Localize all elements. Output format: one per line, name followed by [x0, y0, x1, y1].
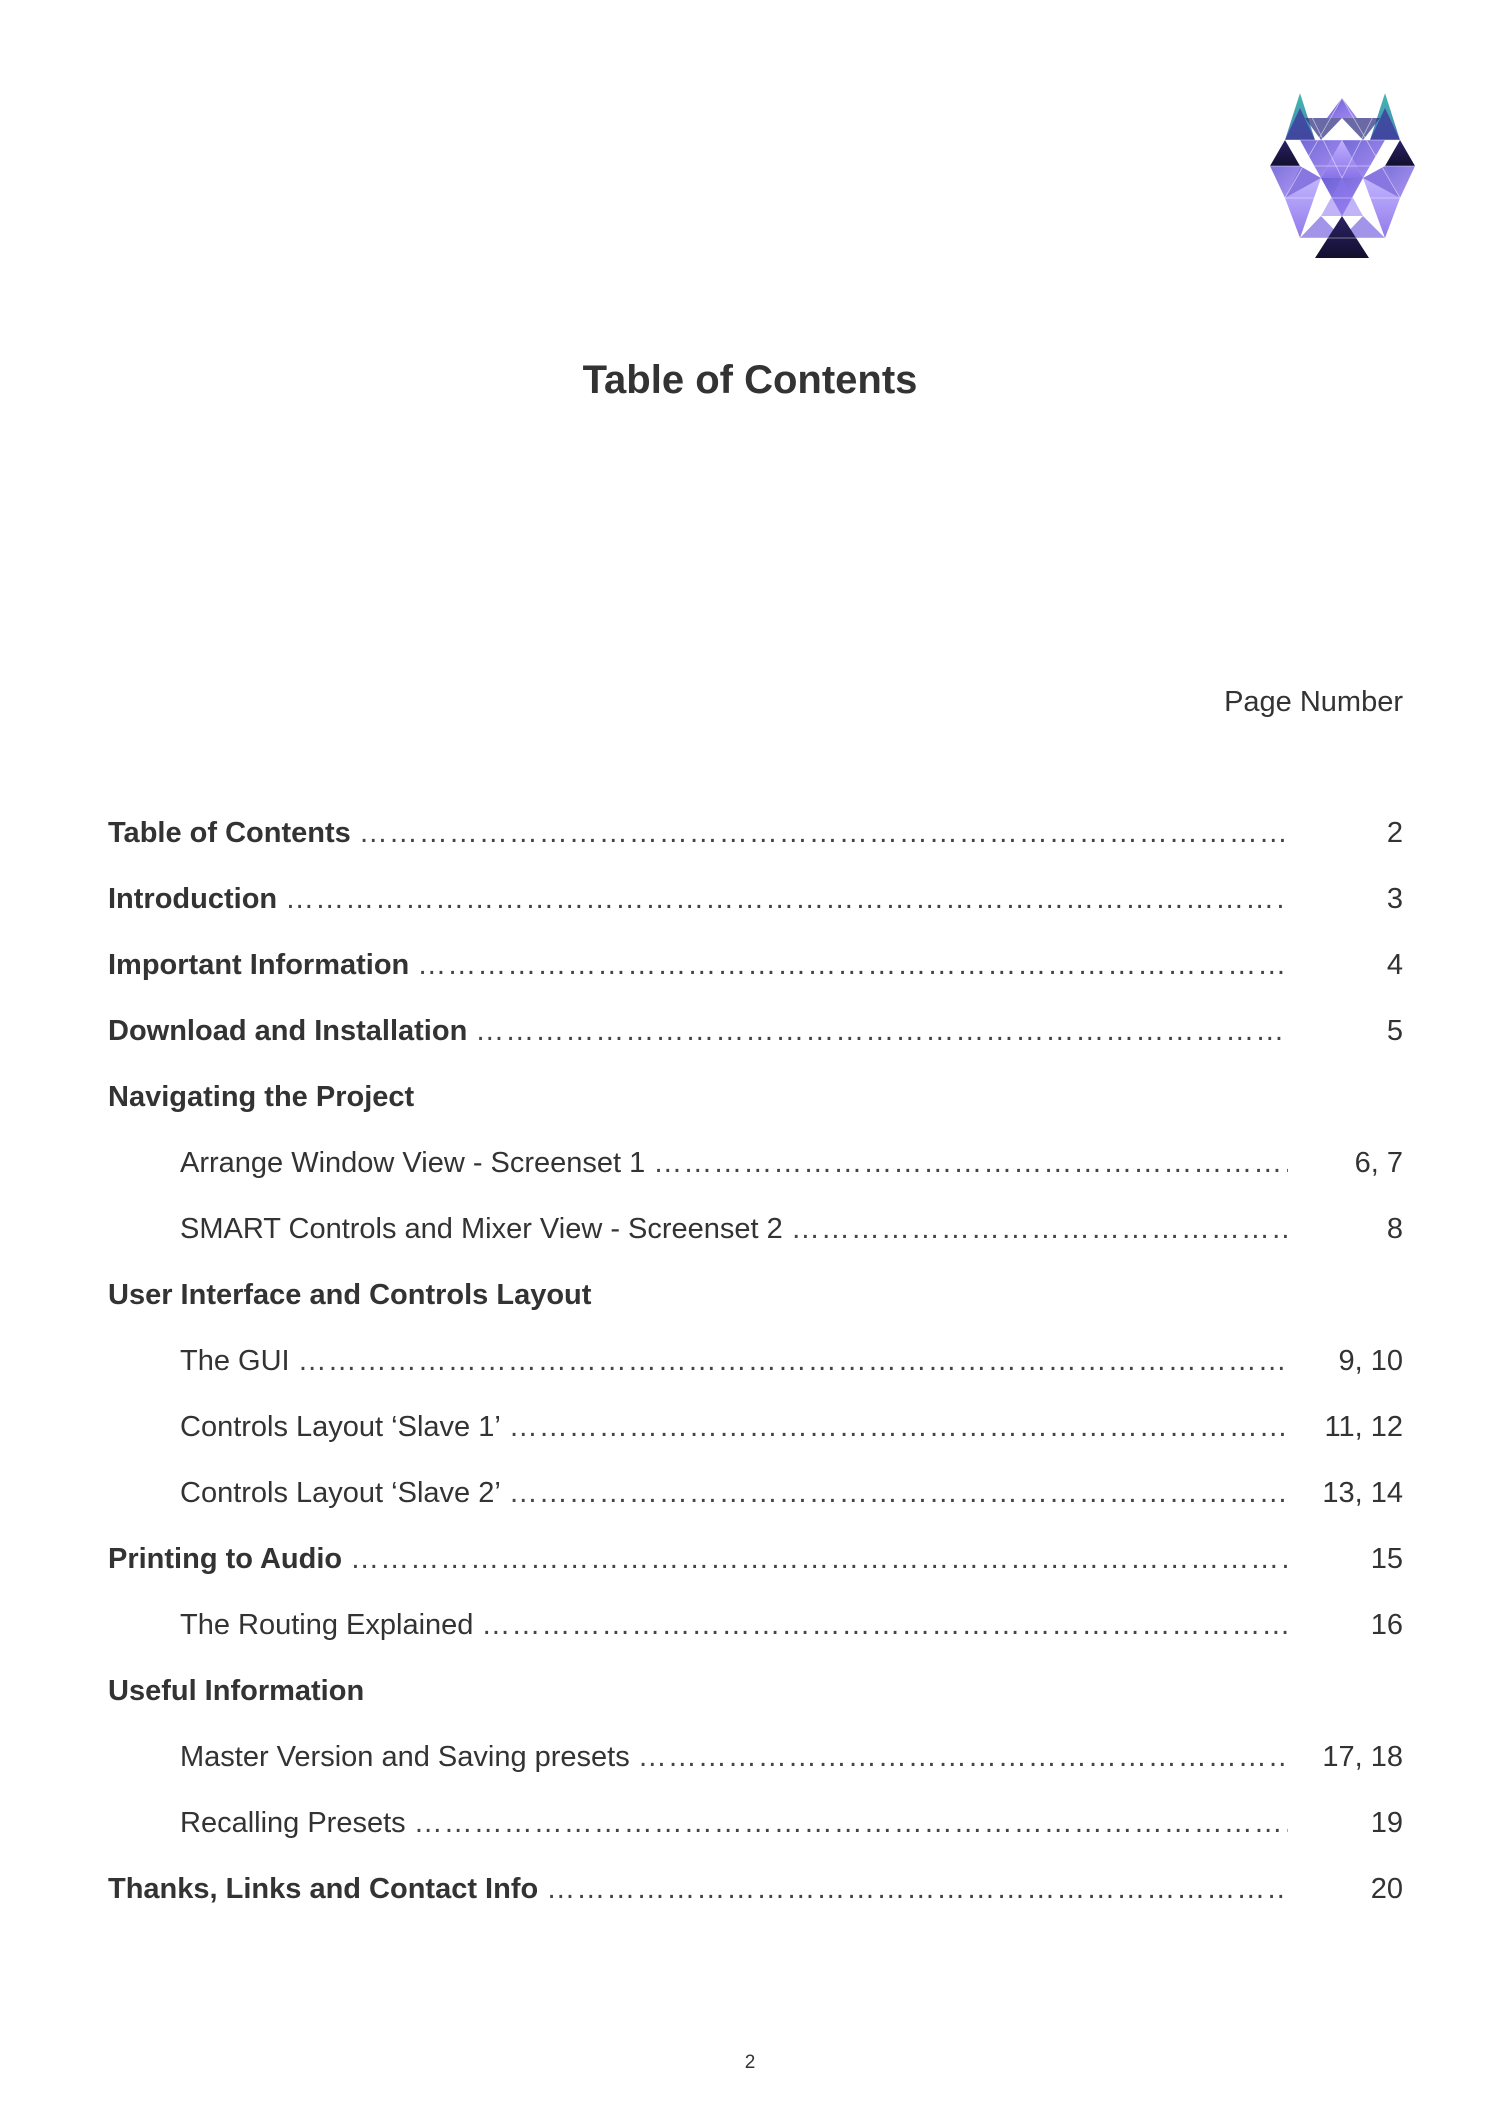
toc-dot-leader — [414, 1803, 1288, 1843]
toc-entry-page: 3 — [1386, 883, 1403, 915]
toc-entry-label: Download and Installation — [108, 1015, 468, 1047]
toc-entry[interactable] — [108, 1275, 1403, 1341]
toc-entry-page: 5 — [1386, 1015, 1403, 1047]
toc-entry[interactable] — [108, 1869, 1403, 1935]
toc-entry-page: 19 — [1370, 1807, 1403, 1839]
toc-entry-page: 11, 12 — [1324, 1411, 1403, 1443]
toc-dot-leader — [417, 945, 1288, 985]
toc-entry-label: The Routing Explained — [180, 1609, 474, 1641]
toc-entry-page: 6, 7 — [1354, 1147, 1403, 1179]
toc-entry-page: 20 — [1370, 1873, 1403, 1905]
toc-entry[interactable] — [108, 1077, 1403, 1143]
toc-entry-page: 2 — [1386, 817, 1403, 849]
toc-entry-page: 16 — [1370, 1609, 1403, 1641]
toc-entry[interactable] — [108, 1011, 1403, 1077]
toc-entry-label: Table of Contents — [108, 817, 351, 849]
footer-page-number: 2 — [744, 2052, 756, 2073]
toc-entry-label: Introduction — [108, 883, 278, 915]
toc-entry-page: 9, 10 — [1338, 1345, 1403, 1377]
toc-entry-page: 15 — [1370, 1543, 1403, 1575]
toc-entry-label: Master Version and Saving presets — [180, 1741, 630, 1773]
toc-entry[interactable] — [108, 1539, 1403, 1605]
toc-dot-leader — [638, 1737, 1288, 1777]
toc-dot-leader — [298, 1341, 1288, 1381]
toc-entry-label: Printing to Audio — [108, 1543, 343, 1575]
crystal-gem-logo — [1265, 88, 1420, 260]
toc-dot-leader — [509, 1407, 1288, 1447]
toc-entry-label: Controls Layout ‘Slave 1’ — [180, 1411, 501, 1443]
toc-dot-leader — [653, 1143, 1288, 1183]
toc-entry-page: 8 — [1386, 1213, 1403, 1245]
toc-dot-leader — [350, 1539, 1288, 1579]
toc-dot-leader — [481, 1605, 1288, 1645]
toc-entry-label: Thanks, Links and Contact Info — [108, 1873, 539, 1905]
toc-subentry[interactable] — [108, 1341, 1403, 1407]
toc-entry[interactable] — [108, 879, 1403, 945]
toc-dot-leader — [509, 1473, 1288, 1513]
toc-entry-label: Navigating the Project — [108, 1081, 415, 1113]
toc-entry-label: SMART Controls and Mixer View - Screenset 2 — [180, 1213, 783, 1245]
toc-subentry[interactable] — [108, 1473, 1403, 1539]
toc-entry-label: Arrange Window View - Screenset 1 — [180, 1147, 646, 1179]
toc-entry-label: Controls Layout ‘Slave 2’ — [180, 1477, 501, 1509]
toc-subentry[interactable] — [108, 1737, 1403, 1803]
toc-entry-label: Useful Information — [108, 1675, 365, 1707]
toc-subentry[interactable] — [108, 1407, 1403, 1473]
toc-dot-leader — [475, 1011, 1288, 1051]
toc-dot-leader — [791, 1209, 1288, 1249]
toc-dot-leader — [546, 1869, 1288, 1909]
toc-entry[interactable] — [108, 945, 1403, 1011]
toc-entry-page: 17, 18 — [1322, 1741, 1403, 1773]
table-of-contents — [108, 813, 1403, 1935]
page-title: Table of Contents — [582, 358, 918, 402]
toc-entry[interactable] — [108, 1671, 1403, 1737]
toc-subentry[interactable] — [108, 1803, 1403, 1869]
toc-subentry[interactable] — [108, 1143, 1403, 1209]
toc-entry-page: 4 — [1386, 949, 1403, 981]
toc-entry[interactable] — [108, 813, 1403, 879]
toc-dot-leader — [359, 813, 1288, 853]
toc-entry-page: 13, 14 — [1322, 1477, 1403, 1509]
page-number-column-header: Page Number — [1224, 686, 1403, 718]
toc-subentry[interactable] — [108, 1209, 1403, 1275]
toc-subentry[interactable] — [108, 1605, 1403, 1671]
toc-entry-label: The GUI — [180, 1345, 290, 1377]
toc-entry-label: Important Information — [108, 949, 410, 981]
toc-dot-leader — [285, 879, 1288, 919]
toc-entry-label: User Interface and Controls Layout — [108, 1279, 592, 1311]
toc-entry-label: Recalling Presets — [180, 1807, 406, 1839]
